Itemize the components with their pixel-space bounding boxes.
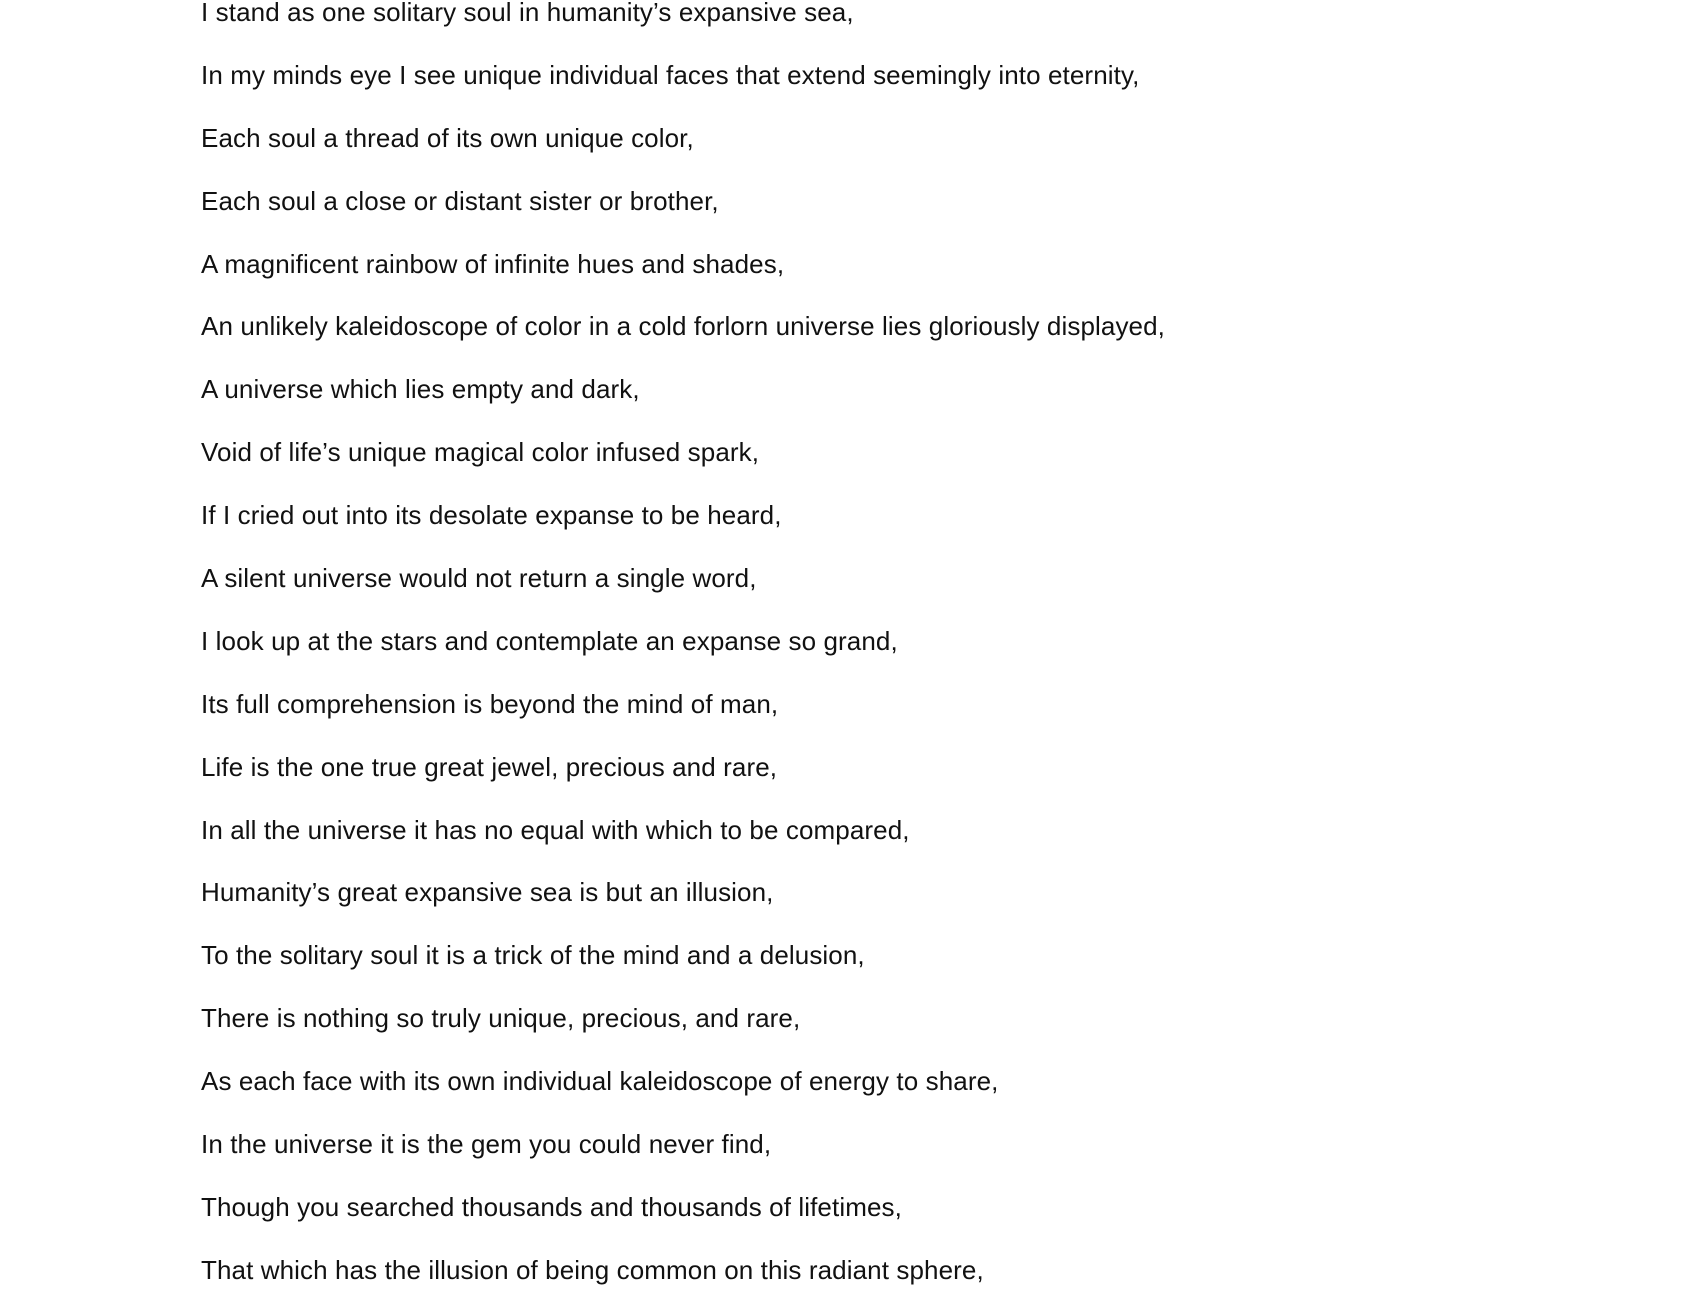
poem-line: A universe which lies empty and dark, [201, 374, 640, 405]
poem-line: Life is the one true great jewel, precious and rare, [201, 751, 778, 782]
poem-line: I stand as one solitary soul in humanity’s expansive sea, [201, 0, 854, 27]
poem-line: Its full comprehension is beyond the mind of man, [201, 688, 779, 719]
poem-line: Each soul a close or distant sister or brother, [201, 185, 719, 216]
poem-line: There is nothing so truly unique, precious, and rare, [201, 1003, 801, 1034]
poem-line: In the universe it is the gem you could never find, [201, 1129, 772, 1160]
poem-line: To the solitary soul it is a trick of the mind and a delusion, [201, 940, 865, 971]
poem-line: Void of life’s unique magical color infused spark, [201, 437, 760, 468]
poem-line: Though you searched thousands and thousands of lifetimes, [201, 1191, 902, 1222]
poem-line: A silent universe would not return a single word, [201, 563, 757, 594]
poem-line: Humanity’s great expansive sea is but an illusion, [201, 877, 774, 908]
poem-line: If I cried out into its desolate expanse to be heard, [201, 500, 782, 531]
poem-body [201, 0, 1165, 1312]
poem-line: In all the universe it has no equal with which to be compared, [201, 814, 910, 845]
poem-line: That which has the illusion of being common on this radiant sphere, [201, 1254, 984, 1285]
poem-line: Each soul a thread of its own unique color, [201, 122, 694, 153]
poem-line: An unlikely kaleidoscope of color in a cold forlorn universe lies gloriously displayed, [201, 311, 1165, 342]
poem-line: In my minds eye I see unique individual faces that extend seemingly into eternity, [201, 59, 1140, 90]
poem-line: I look up at the stars and contemplate an expanse so grand, [201, 625, 898, 656]
poem-line: As each face with its own individual kaleidoscope of energy to share, [201, 1066, 999, 1097]
poem-line: A magnificent rainbow of infinite hues and shades, [201, 248, 785, 279]
